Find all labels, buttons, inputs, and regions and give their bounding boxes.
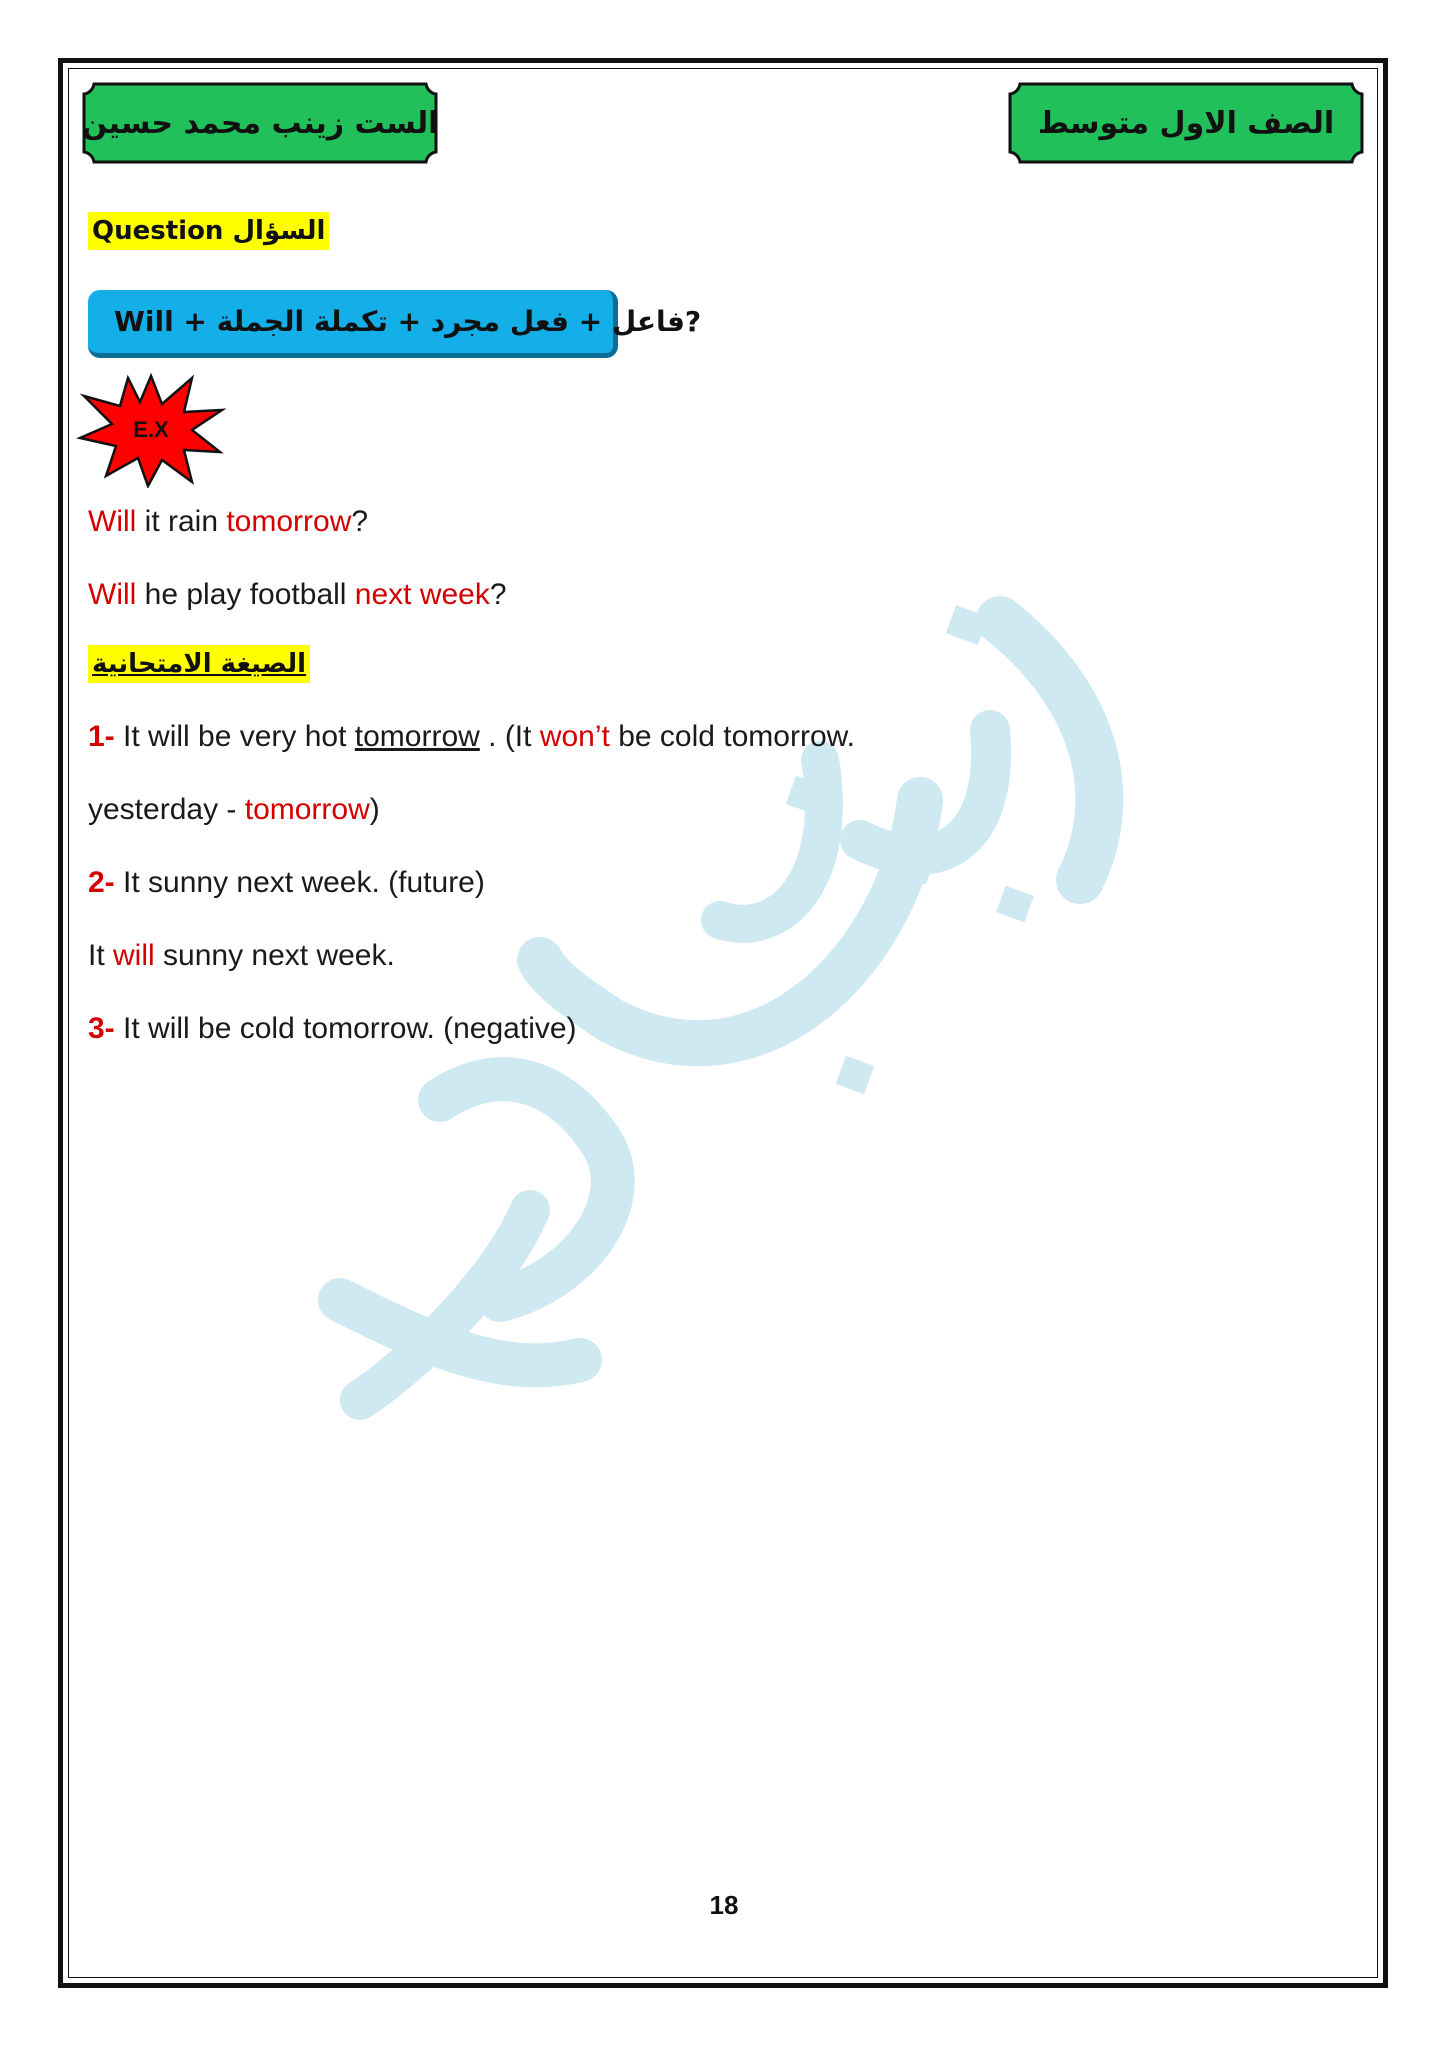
exercise-text: yesterday - bbox=[88, 793, 245, 826]
example-end: ? bbox=[351, 505, 369, 538]
example-end: ? bbox=[489, 578, 507, 611]
example-badge-label: E.X bbox=[133, 417, 169, 442]
exercise-answer-word: won’t bbox=[539, 720, 610, 753]
question-english: Question bbox=[92, 216, 224, 246]
teacher-name-plaque bbox=[80, 80, 440, 166]
grade-plaque bbox=[1006, 80, 1366, 166]
example-will: Will bbox=[88, 578, 137, 611]
exercise-text: It bbox=[88, 939, 114, 972]
grade-label: الصف الاول متوسط bbox=[1037, 105, 1335, 141]
example-time: tomorrow bbox=[226, 505, 352, 538]
exercise-underlined-word: tomorrow bbox=[354, 720, 480, 753]
exercise-text: It will be cold tomorrow. (negative) bbox=[114, 1012, 577, 1045]
exercise-2-answer bbox=[88, 936, 395, 976]
exercise-number: 1- bbox=[88, 720, 115, 753]
exercise-3 bbox=[88, 1009, 577, 1049]
example-middle: it rain bbox=[136, 505, 227, 538]
exercise-text: . (It bbox=[479, 720, 540, 753]
example-will: Will bbox=[88, 505, 137, 538]
exercise-1 bbox=[88, 717, 855, 757]
example-middle: he play football bbox=[136, 578, 355, 611]
exercise-text: sunny next week. bbox=[154, 939, 395, 972]
exercise-text: be cold tomorrow. bbox=[609, 720, 855, 753]
exercise-text: It sunny next week. (future) bbox=[114, 866, 485, 899]
teacher-name: الست زينب محمد حسين bbox=[81, 105, 439, 141]
example-time: next week bbox=[354, 578, 490, 611]
example-line-1 bbox=[88, 502, 368, 542]
question-arabic: السؤال bbox=[232, 216, 326, 246]
exercise-number: 3- bbox=[88, 1012, 115, 1045]
question-heading bbox=[88, 212, 329, 250]
exercise-2 bbox=[88, 863, 485, 903]
exam-format-heading: الصيغة الامتحانية bbox=[88, 645, 310, 683]
question-formula: Will + فاعل + فعل مجرد + تكملة الجملة? bbox=[114, 305, 702, 338]
exercise-answer-word: will bbox=[113, 939, 155, 972]
exercise-1-continuation bbox=[88, 790, 380, 830]
question-formula-box bbox=[88, 290, 702, 358]
exercise-number: 2- bbox=[88, 866, 115, 899]
exercise-text: It will be very hot bbox=[114, 720, 355, 753]
exercise-text: ) bbox=[369, 793, 380, 826]
example-badge bbox=[76, 372, 226, 488]
exercise-answer-word: tomorrow bbox=[244, 793, 370, 826]
page-number: 18 bbox=[709, 1890, 739, 1920]
example-line-2 bbox=[88, 575, 507, 615]
